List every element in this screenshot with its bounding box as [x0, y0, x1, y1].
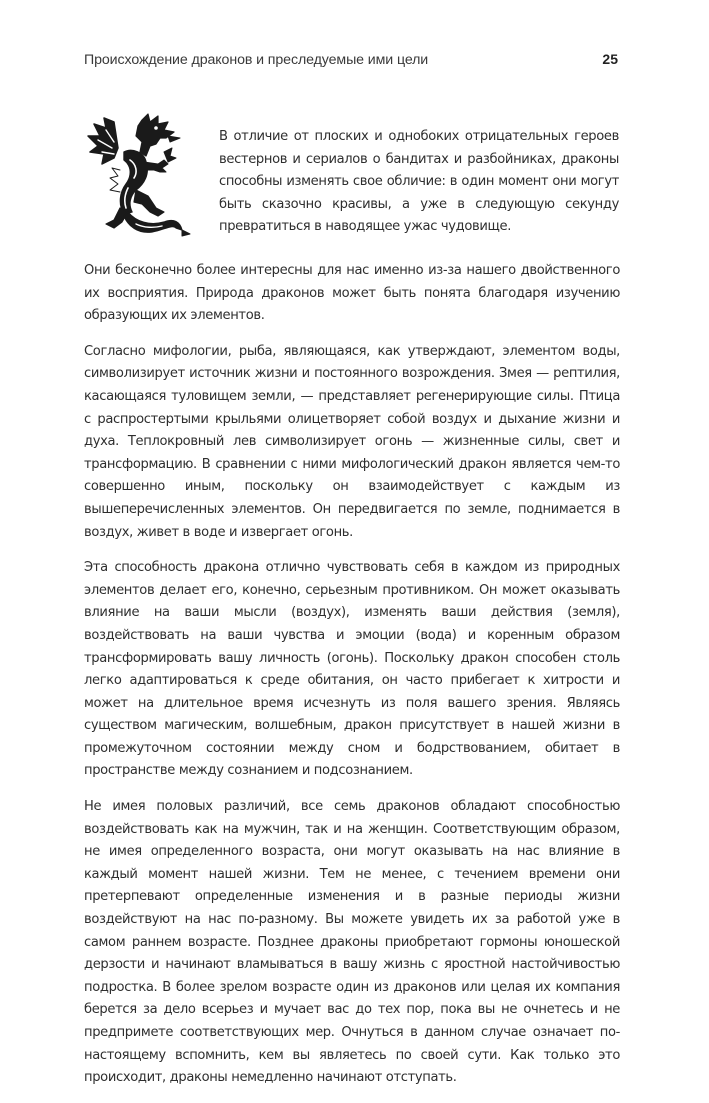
paragraph: Согласно мифологии, рыба, являющаяся, как утверждают, элементом воды, символизирует источник жизни и постоянного возрождения. Змея — рептилия, касающаяся туловищем земли, — представляет регенерирующие силы. Птица с распростертыми крыльями олицетворяет собой воздух и дыхание жизни и духа. Теплокровный лев символизирует огонь — жизненные силы, свет и трансформацию. В сравнении с ними мифологический дракон является чем-то совершенно иным, поскольку он взаимодействует с каждым из вышеперечисленных элементов. Он передвигается по земле, поднимается в воздух, живет в воде и извергает огонь.	[84, 343, 620, 540]
paragraph: Они бесконечно более интересны для нас именно из-за нашего двойственного их восприятия. Природа драконов может быть понята благодаря изучению образующих их элементов.	[84, 263, 620, 324]
page-number: 25	[602, 51, 618, 67]
dragon-illustration	[84, 112, 192, 244]
chapter-title: Происхождение драконов и преследуемые ими цели	[84, 52, 429, 68]
body-text	[84, 260, 620, 1103]
paragraph: Не имея половых различий, все семь драконов обладают способностью воздействовать как на мужчин, так и на женщин. Соответствующим образом, не имея определенного возраста, они могут оказывать на нас влияние в каждый момент нашей жизни. Тем не менее, с течением времени они претерпевают определенные изменения и в разные периоды жизни воздействуют на нас по-разному. Вы можете увидеть их за работой уже в самом раннем возрасте. Позднее драконы приобретают гормоны юношеской дерзости и начинают вламываться в вашу жизнь с яростной настойчивостью подростка. В более зрелом возрасте один из драконов или целая их компания берется за дело всерьез и мучает вас до тех пор, пока вы не очнетесь и не предпримете соответствующих мер. Очнуться в данном случае означает по-настоящему вспомнить, кем вы являетесь по своей сути. Как только это происходит, драконы немедленно начинают отступать.	[84, 799, 620, 1086]
intro-paragraph: В отличие от плоских и однобоких отрицательных героев вестернов и сериалов о бандитах и разбойниках, драконы способны изменять свое обличие: в один момент они могут быть сказочно красивы, а уже в следующую секунду превратиться в наводящее ужас чудовище.	[219, 129, 619, 235]
dragon-icon	[84, 112, 192, 244]
running-header	[84, 50, 618, 74]
paragraph: Эта способность дракона отлично чувствовать себя в каждом из природных элементов делает его, конечно, серьезным противником. Он может оказывать влияние на ваши мысли (воздух), изменять ваши действия (земля), воздействовать на ваши чувства и эмоции (вода) и коренным образом трансформировать вашу личность (огонь). Поскольку дракон способен столь легко адаптироваться к среде обитания, он часто прибегает к хитрости и может на длительное время исчезнуть из поля вашего зрения. Являясь существом магическим, волшебным, дракон присутствует в нашей жизни в промежуточном состоянии между сном и бодрствованием, обитает в пространстве между сознанием и подсознанием.	[84, 560, 620, 779]
